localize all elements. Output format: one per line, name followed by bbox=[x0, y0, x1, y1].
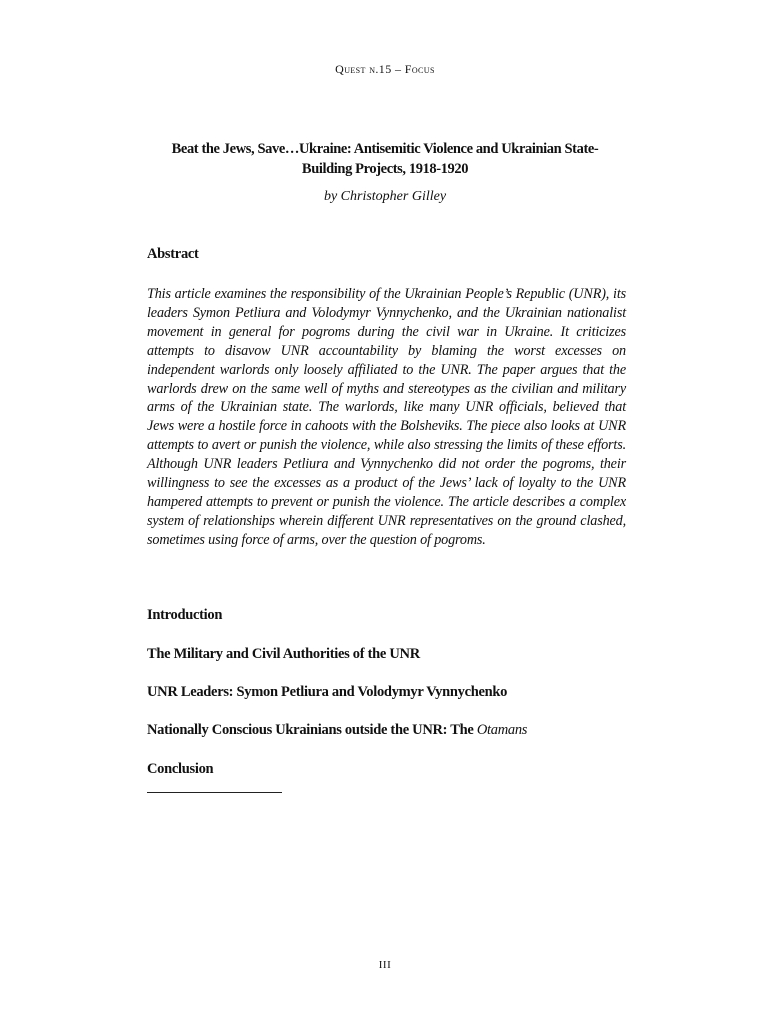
section-heading-otamans bbox=[147, 722, 527, 739]
article-title: Beat the Jews, Save…Ukraine: Antisemitic Violence and Ukrainian State-Building Projects, 1918-1920 bbox=[171, 141, 599, 177]
section-heading-military-civil-authorities: The Military and Civil Authorities of the UNR bbox=[147, 646, 420, 662]
section-heading-introduction: Introduction bbox=[147, 607, 223, 623]
article-author: by Christopher Gilley bbox=[323, 189, 447, 204]
page-number: III bbox=[378, 959, 392, 971]
section-heading-conclusion: Conclusion bbox=[147, 761, 214, 777]
running-head: Quest n.15 – Focus bbox=[335, 62, 435, 76]
abstract-heading: Abstract bbox=[147, 246, 199, 262]
section-heading-otamans-italic: Otamans bbox=[476, 722, 528, 738]
footnote-divider bbox=[147, 792, 282, 793]
abstract-body: This article examines the responsibility of the Ukrainian People’s Republic (UNR), its leaders Symon Petliura and Volodymyr Vynnychenko, and the Ukrainian nationalist movement in general for pogroms during the civil war in Ukraine. It criticizes attempts to disavow UNR accountability by blaming the worst excesses on independent warlords only loosely affiliated to the UNR. The paper argues that the warlords drew on the same well of myths and stereotypes as the civilian and military arms of the Ukrainian state. The warlords, like many UNR officials, believed that Jews were a hostile force in cahoots with the Bolsheviks. The piece also looks at UNR attempts to avert or punish the violence, while also stressing the limits of these efforts. Although UNR leaders Petliura and Vynnychenko did not order the pogroms, their willingness to see the excesses as a product of the Jews’ lack of loyalty to the UNR hampered attempts to prevent or punish the violence. The article describes a complex system of relationships wherein different UNR representatives on the ground clashed, sometimes using force of arms, over the question of pogroms. bbox=[147, 286, 626, 548]
section-heading-unr-leaders: UNR Leaders: Symon Petliura and Volodymyr Vynnychenko bbox=[147, 684, 508, 700]
section-heading-otamans-text: Nationally Conscious Ukrainians outside the UNR: The bbox=[147, 722, 477, 738]
